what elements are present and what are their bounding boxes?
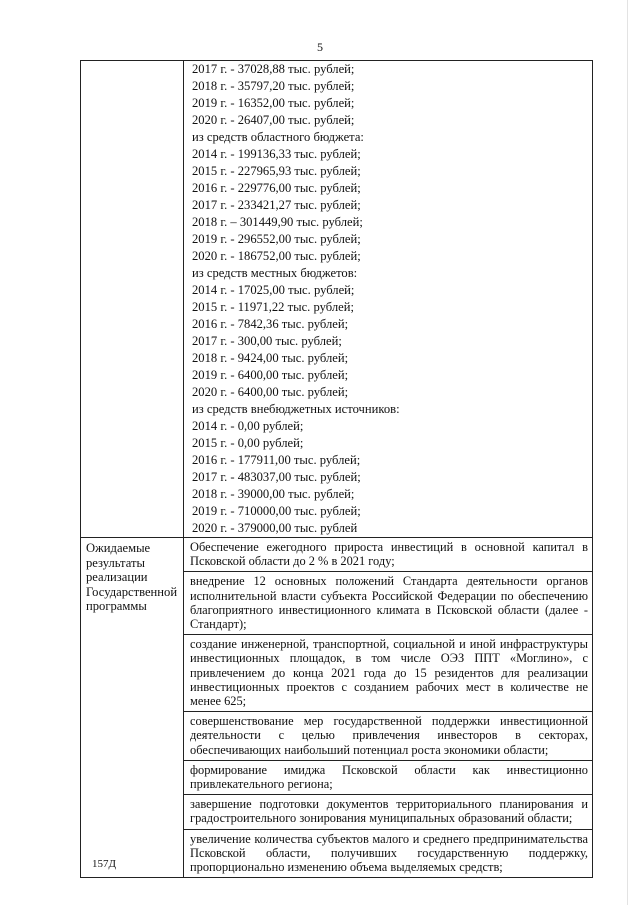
funding-line: 2019 г. - 296552,00 тыс. рублей;	[192, 232, 361, 246]
footer-code: 157Д	[92, 858, 117, 870]
funding-line: 2014 г. - 0,00 рублей;	[192, 419, 304, 433]
funding-line: из средств внебюджетных источников:	[192, 402, 400, 416]
funding-line: 2017 г. - 483037,00 тыс. рублей;	[192, 470, 361, 484]
funding-list	[184, 61, 592, 537]
result-item: формирование имиджа Псковской области как инвестиционно привлекательного региона;	[184, 760, 592, 794]
funding-line: 2014 г. - 199136,33 тыс. рублей;	[192, 147, 361, 161]
results-list	[184, 538, 592, 877]
funding-line: 2017 г. - 37028,88 тыс. рублей;	[192, 62, 355, 76]
funding-line: из средств областного бюджета:	[192, 130, 364, 144]
funding-row	[81, 61, 593, 538]
funding-line: 2017 г. - 233421,27 тыс. рублей;	[192, 198, 361, 212]
funding-line: 2017 г. - 300,00 тыс. рублей;	[192, 334, 342, 348]
funding-label-cell	[81, 61, 184, 538]
funding-line: из средств местных бюджетов:	[192, 266, 358, 280]
funding-line: 2019 г. - 710000,00 тыс. рублей;	[192, 504, 361, 518]
result-item: завершение подготовки документов территориального планирования и градостроительного зонирования муниципальных образований области;	[184, 794, 592, 828]
funding-line: 2015 г. - 227965,93 тыс. рублей;	[192, 164, 361, 178]
funding-line: 2015 г. - 0,00 рублей;	[192, 436, 304, 450]
result-item: Обеспечение ежегодного прироста инвестиций в основной капитал в Псковской области до 2 % в 2021 году;	[190, 540, 588, 569]
result-item: увеличение количества субъектов малого и среднего предпринимательства Псковской области, получивших государственную поддержку, пропорционально изменению объема выделяемых средств;	[184, 829, 592, 878]
funding-line: 2018 г. – 301449,90 тыс. рублей;	[192, 215, 363, 229]
funding-line: 2016 г. - 229776,00 тыс. рублей;	[192, 181, 361, 195]
result-item: создание инженерной, транспортной, социальной и иной инфраструктуры инвестиционных площадок, в том числе ОЭЗ ППТ «Моглино», с привлечением до конца 2021 года до 15 резидентов для реализации инвестиционных проектов с созданием рабочих мест в количестве не менее 625;	[184, 634, 592, 711]
funding-line: 2018 г. - 35797,20 тыс. рублей;	[192, 79, 355, 93]
funding-line: 2016 г. - 7842,36 тыс. рублей;	[192, 317, 349, 331]
funding-line: 2019 г. - 16352,00 тыс. рублей;	[192, 96, 355, 110]
results-label-cell	[81, 538, 184, 878]
funding-line: 2014 г. - 17025,00 тыс. рублей;	[192, 283, 355, 297]
scan-edge	[627, 0, 628, 905]
program-passport-table	[80, 60, 593, 878]
result-item: внедрение 12 основных положений Стандарта деятельности органов исполнительной власти субъекта Российской Федерации по обеспечению благоприятного инвестиционного климата в Псковской области (далее - Стандарт);	[184, 571, 592, 634]
funding-line: 2016 г. - 177911,00 тыс. рублей;	[192, 453, 361, 467]
results-items-cell	[184, 538, 593, 878]
funding-line: 2020 г. - 379000,00 тыс. рублей	[192, 521, 358, 535]
page-number: 5	[317, 40, 323, 54]
funding-line: 2020 г. - 6400,00 тыс. рублей;	[192, 385, 349, 399]
results-row	[81, 538, 593, 878]
funding-line: 2020 г. - 186752,00 тыс. рублей;	[192, 249, 361, 263]
funding-line: 2020 г. - 26407,00 тыс. рублей;	[192, 113, 355, 127]
funding-line: 2018 г. - 39000,00 тыс. рублей;	[192, 487, 355, 501]
results-label: Ожидаемые результаты реализации Государственной программы	[86, 541, 178, 613]
funding-values-cell	[184, 61, 593, 538]
funding-line: 2019 г. - 6400,00 тыс. рублей;	[192, 368, 349, 382]
result-item: совершенствование мер государственной поддержки инвестиционной деятельности с целью привлечения инвесторов в секторах, обеспечивающих наибольший потенциал роста экономики области;	[184, 711, 592, 760]
funding-line: 2018 г. - 9424,00 тыс. рублей;	[192, 351, 349, 365]
funding-line: 2015 г. - 11971,22 тыс. рублей;	[192, 300, 354, 314]
